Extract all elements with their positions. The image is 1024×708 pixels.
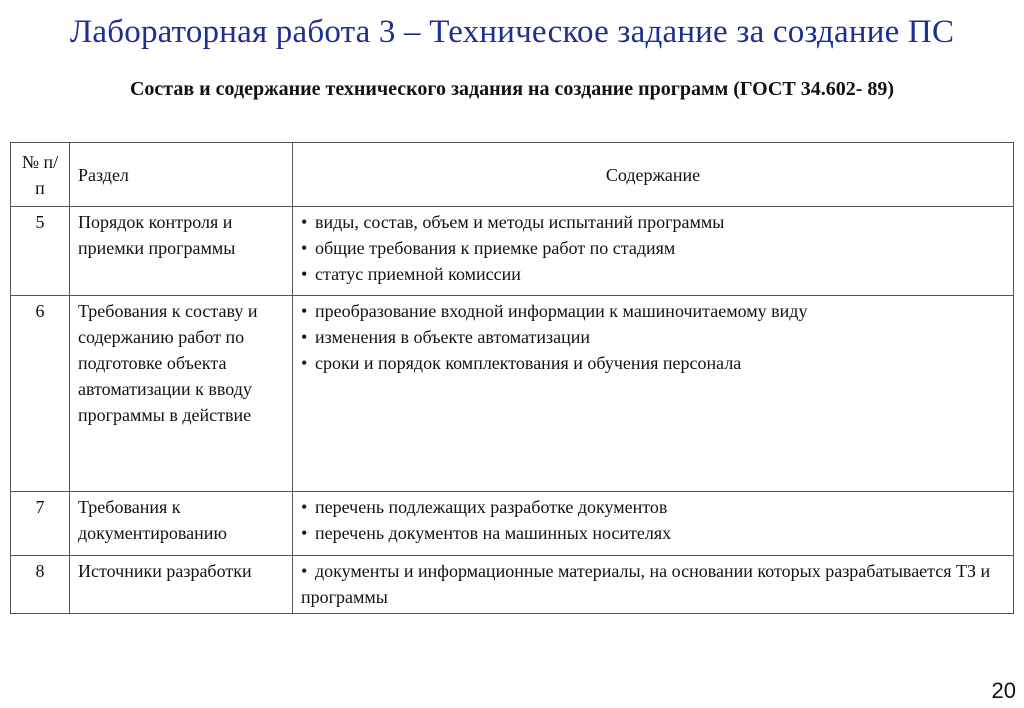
content-item: • статус приемной комиссии — [301, 261, 1005, 287]
bullet-icon: • — [301, 238, 308, 258]
row-section: Источники разработки — [70, 556, 293, 614]
row-content — [293, 556, 1014, 614]
bullet-icon: • — [301, 212, 308, 232]
header-number: № п/п — [11, 143, 70, 207]
content-item: • сроки и порядок комплектования и обучения персонала — [301, 350, 1005, 376]
row-section: Порядок контроля и приемки программы — [70, 207, 293, 296]
bullet-icon: • — [301, 497, 308, 517]
content-item: • виды, состав, объем и методы испытаний программы — [301, 209, 1005, 235]
slide-subtitle: Состав и содержание технического задания на создание программ (ГОСТ 34.602- 89) — [129, 78, 895, 100]
content-item: • перечень документов на машинных носителях — [301, 520, 1005, 546]
content-item: • перечень подлежащих разработке документов — [301, 494, 1005, 520]
table-row — [11, 296, 1014, 492]
slide-title: Лабораторная работа 3 – Техническое задание за создание ПС — [69, 14, 955, 50]
bullet-icon: • — [301, 353, 308, 373]
table-row — [11, 207, 1014, 296]
row-number: 5 — [11, 207, 70, 296]
row-section: Требования к составу и содержанию работ по подготовке объекта автоматизации к вводу программы в действие — [70, 296, 293, 492]
table-header-row — [11, 143, 1014, 207]
row-number: 6 — [11, 296, 70, 492]
row-content — [293, 207, 1014, 296]
table-row — [11, 492, 1014, 556]
row-content — [293, 492, 1014, 556]
content-item: • документы и информационные материалы, на основании которых разрабатывается ТЗ и программы — [301, 558, 1005, 610]
bullet-icon: • — [301, 561, 308, 581]
bullet-icon: • — [301, 523, 308, 543]
page-number: 20 — [991, 678, 1016, 703]
row-number: 7 — [11, 492, 70, 556]
row-section: Требования к документированию — [70, 492, 293, 556]
header-section: Раздел — [70, 143, 293, 207]
content-item: • общие требования к приемке работ по стадиям — [301, 235, 1005, 261]
bullet-icon: • — [301, 301, 308, 321]
bullet-icon: • — [301, 264, 308, 284]
content-item: • преобразование входной информации к машиночитаемому виду — [301, 298, 1005, 324]
row-content — [293, 296, 1014, 492]
content-item: • изменения в объекте автоматизации — [301, 324, 1005, 350]
spec-table — [10, 142, 1014, 614]
table-row — [11, 556, 1014, 614]
row-number: 8 — [11, 556, 70, 614]
header-content: Содержание — [293, 143, 1014, 207]
bullet-icon: • — [301, 327, 308, 347]
